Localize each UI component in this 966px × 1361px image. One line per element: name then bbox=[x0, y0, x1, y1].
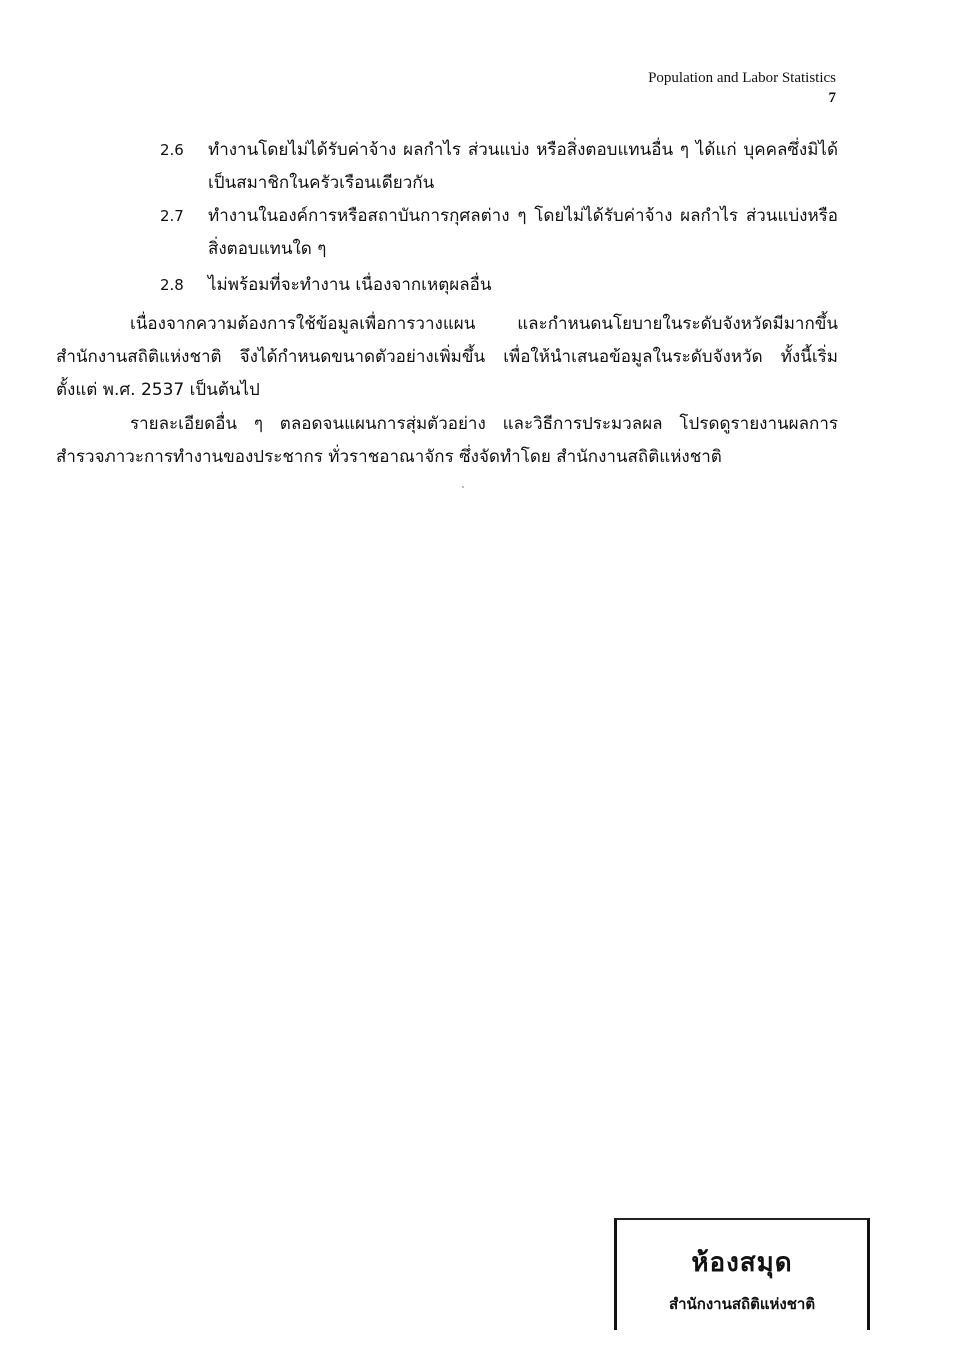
item-text: ไม่พร้อมที่จะทำงาน เนื่องจากเหตุผลอื่น bbox=[208, 275, 492, 295]
stamp-subtitle: สำนักงานสถิติแห่งชาติ bbox=[668, 1295, 816, 1313]
paragraph-details-reference: รายละเอียดอื่น ๆ ตลอดจนแผนการสุ่มตัวอย่าง และวิธีการประมวลผล โปรดดูรายงานผลการสำรวจภาวะการทำงานของประชากร ทั่วราชอาณาจักร ซึ่งจัดทำโดย สำนักงานสถิติแห่งชาติ bbox=[56, 414, 838, 467]
library-stamp bbox=[614, 1218, 870, 1330]
page-number: 7 bbox=[828, 90, 836, 106]
item-number: 2.8 bbox=[160, 276, 184, 294]
item-text: ทำงานในองค์การหรือสถาบันการกุศลต่าง ๆ โดยไม่ได้รับค่าจ้าง ผลกำไร ส่วนแบ่งหรือสิ่งตอบแทนใด ๆ bbox=[208, 206, 838, 259]
item-number: 2.6 bbox=[160, 141, 184, 159]
running-title: Population and Labor Statistics bbox=[648, 70, 836, 86]
page-header bbox=[648, 68, 836, 108]
paragraph-provincial-sampling: เนื่องจากความต้องการใช้ข้อมูลเพื่อการวางแผน และกำหนดนโยบายในระดับจังหวัดมีมากขึ้น สำนักงานสถิติแห่งชาติ จึงได้กำหนดขนาดตัวอย่างเพิ่มขึ้น เพื่อให้นำเสนอข้อมูลในระดับจังหวัด ทั้งนี้เริ่มตั้งแต่ พ.ศ. 2537 เป็นต้นไป bbox=[56, 314, 838, 400]
list-item-2-6 bbox=[160, 134, 838, 200]
item-number: 2.7 bbox=[160, 207, 184, 225]
scan-speck bbox=[462, 486, 464, 488]
list-item-2-8 bbox=[160, 269, 838, 302]
list-item-2-7 bbox=[160, 200, 838, 266]
stamp-title: ห้องสมุด bbox=[691, 1248, 793, 1278]
item-text: ทำงานโดยไม่ได้รับค่าจ้าง ผลกำไร ส่วนแบ่ง หรือสิ่งตอบแทนอื่น ๆ ได้แก่ บุคคลซึ่งมิได้เป็นสมาชิกในครัวเรือนเดียวกัน bbox=[208, 140, 838, 193]
